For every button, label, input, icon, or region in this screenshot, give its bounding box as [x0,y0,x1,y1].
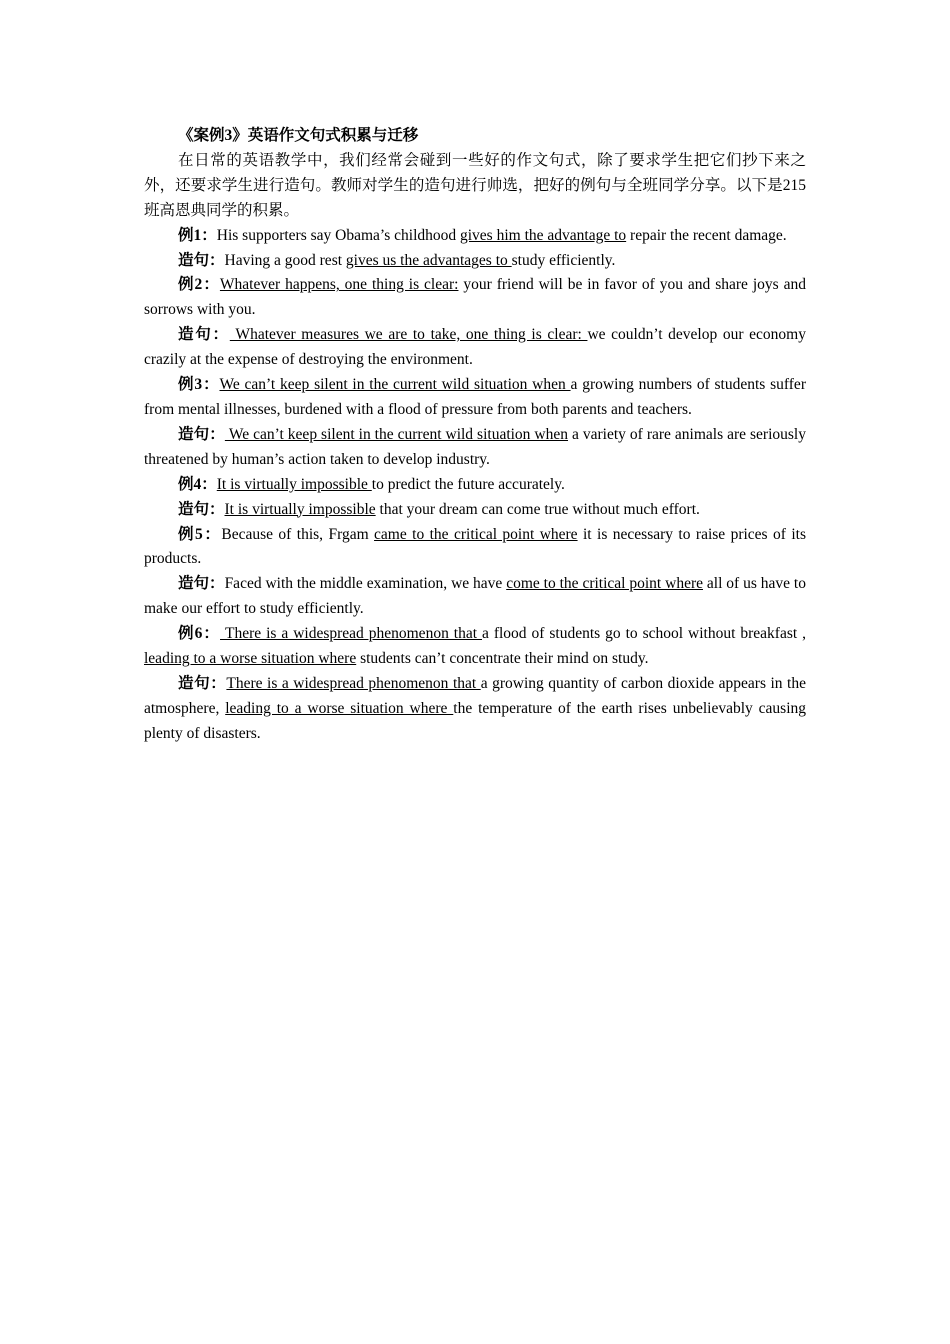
practice-sentence-paragraph [144,423,806,473]
sentence-text: Faced with the middle examination, we have [224,575,507,593]
sentence-text: the temperature of the earth rises unbelievably causing plenty of disasters. [144,699,806,742]
underlined-phrase: came to the critical point where [374,525,578,543]
examples-list [144,224,806,747]
sentence-text: a flood of students go to school without breakfast , [481,625,806,643]
underlined-phrase: come to the critical point where [506,575,703,593]
practice-sentence-paragraph [144,498,806,523]
underlined-phrase: Whatever happens, one thing is clear: [219,276,459,294]
example-paragraph [144,273,806,323]
underlined-phrase: We can’t keep silent in the current wild situation when [224,425,569,443]
paragraph-label: 例4： [178,475,217,493]
sentence-text: Having a good rest [224,251,346,269]
sentence-text: His supporters say Obama’s childhood [216,226,460,244]
underlined-phrase: We can’t keep silent in the current wild situation when [219,376,571,394]
example-paragraph [144,622,806,672]
example-paragraph [144,373,806,423]
paragraph-label: 造句： [178,326,230,344]
sentence-text: students can’t concentrate their mind on study. [356,650,649,668]
underlined-phrase: gives us the advantages to [345,251,512,269]
sentence-text: a growing quantity of carbon dioxide appears in the atmosphere, [144,674,806,717]
sentence-text: a variety of rare animals are seriously threatened by human’s action taken to develop industry. [144,425,806,468]
practice-sentence-paragraph [144,323,806,373]
underlined-phrase: It is virtually impossible [216,475,372,493]
underlined-phrase: There is a widespread phenomenon that [220,625,482,643]
paragraph-label: 造句： [178,251,225,269]
underlined-phrase: Whatever measures we are to take, one thing is clear: [229,326,588,344]
practice-sentence-paragraph [144,249,806,274]
paragraph-label: 造句： [178,500,225,518]
intro-paragraph: 在日常的英语教学中，我们经常会碰到一些好的作文句式，除了要求学生把它们抄下来之外，还要求学生进行造句。教师对学生的造句进行帅选，把好的例句与全班同学分享。以下是215班高恩典同学的积累。 [144,151,806,219]
underlined-phrase: leading to a worse situation where [225,699,454,717]
sentence-text: a growing numbers of students suffer from mental illnesses, burdened with a flood of pressure from both parents and teachers. [144,376,806,418]
sentence-text: your friend will be in favor of you and share joys and sorrows with you. [144,276,806,319]
paragraph-label: 例1： [178,226,217,244]
sentence-text: we couldn’t develop our economy crazily at the expense of destroying the environment. [144,326,806,369]
sentence-text: study efficiently. [511,251,616,269]
practice-sentence-paragraph [144,572,806,622]
paragraph-label: 造句： [178,425,225,443]
underlined-phrase: It is virtually impossible [224,500,376,518]
sentence-text: Because of this, Frgam [221,525,375,543]
example-paragraph [144,523,806,573]
paragraph-label: 例5： [178,525,222,543]
paragraph-label: 例3： [178,376,220,394]
paragraph-label: 造句： [178,575,225,593]
sentence-text: all of us have to make our effort to study efficiently. [144,575,806,618]
example-paragraph [144,224,806,249]
sentence-text: repair the recent damage. [626,226,787,244]
underlined-phrase: There is a widespread phenomenon that [226,674,481,692]
document-title: 《案例3》英语作文句式积累与迁移 [178,127,419,144]
sentence-text: it is necessary to raise prices of its products. [144,525,806,568]
underlined-phrase: gives him the advantage to [460,226,627,244]
sentence-text: to predict the future accurately. [371,475,565,493]
underlined-phrase: leading to a worse situation where [144,650,357,668]
paragraph-label: 造句： [178,674,227,692]
sentence-text: that your dream can come true without much effort. [375,500,700,518]
practice-sentence-paragraph [144,672,806,747]
paragraph-label: 例6： [178,625,221,643]
document-body [144,124,806,747]
paragraph-label: 例2： [178,276,220,294]
example-paragraph [144,473,806,498]
